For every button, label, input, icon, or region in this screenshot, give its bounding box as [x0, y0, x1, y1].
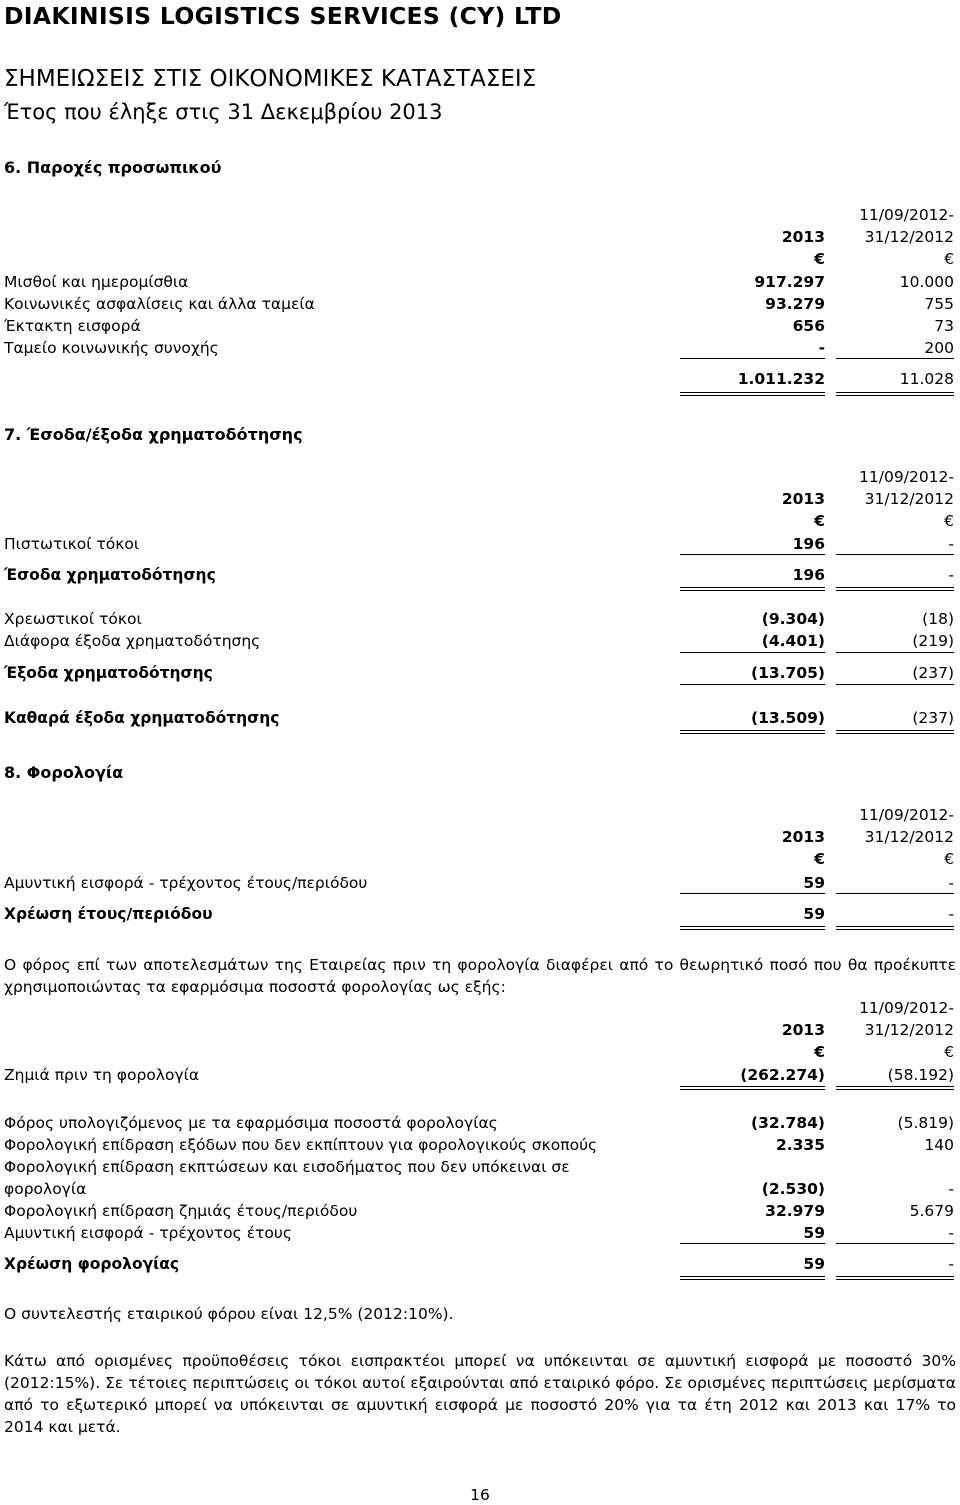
tax-intro-paragraph: Ο φόρος επί των αποτελεσμάτων της Εταιρείας πριν τη φορολογία διαφέρει από το θεωρητικό ποσό που θα προέκυπτε χρησιμοποιώντας τα εφαρμόσιμα ποσοστά φορολογίας ως εξής: — [4, 956, 956, 996]
document-subtitle: Έτος που έληξε στις 31 Δεκεμβρίου 2013 — [4, 100, 443, 124]
double-underline — [680, 392, 825, 396]
row-label: Μισθοί και ημερομίσθια — [4, 273, 189, 291]
recon-col-header-2 — [0, 1021, 960, 1043]
value-2012: 73 — [934, 317, 954, 335]
value-2012: - — [948, 1224, 954, 1242]
subtotal-row — [0, 664, 960, 686]
row-label: Φόρος υπολογιζόμενος με τα εφαρμόσιμα ποσοστά φορολογίας — [4, 1114, 498, 1132]
value-2013: 59 — [803, 1255, 825, 1273]
table-row — [0, 1136, 960, 1158]
underline — [836, 893, 954, 894]
underline — [836, 652, 954, 653]
double-underline — [680, 1086, 825, 1090]
row-label: Κοινωνικές ασφαλίσεις και άλλα ταμεία — [4, 295, 315, 313]
double-underline — [836, 926, 954, 930]
tax-rate-paragraph: Ο συντελεστής εταιρικού φόρου είναι 12,5% (2012:10%). — [4, 1305, 454, 1323]
value-2013: (32.784) — [751, 1114, 825, 1132]
note8-col-currency — [0, 850, 960, 872]
value-2013: 196 — [792, 535, 825, 553]
document-title: ΣΗΜΕΙΩΣΕΙΣ ΣΤΙΣ ΟΙΚΟΝΟΜΙΚΕΣ ΚΑΤΑΣΤΑΣΕΙΣ — [4, 66, 537, 92]
row-label: Έσοδα χρηματοδότησης — [4, 566, 216, 584]
col2-period-line1: 11/09/2012- — [859, 806, 954, 824]
value-2012: 140 — [924, 1136, 954, 1154]
underline — [680, 652, 825, 653]
total-row — [0, 370, 960, 392]
row-label: Χρεωστικοί τόκοι — [4, 610, 142, 628]
row-label-continued: φορολογία — [4, 1180, 87, 1198]
value-2013: 2.335 — [775, 1136, 825, 1154]
col2-currency: € — [944, 512, 954, 530]
note6-title: 6. Παροχές προσωπικού — [4, 158, 222, 177]
double-underline — [680, 730, 825, 734]
double-underline — [680, 926, 825, 930]
table-row — [0, 273, 960, 295]
value-2012: - — [948, 905, 954, 923]
underline — [836, 684, 954, 685]
value-2013: 93.279 — [765, 295, 825, 313]
company-name: DIAKINISIS LOGISTICS SERVICES (CY) LTD — [4, 2, 562, 30]
total-2012: 11.028 — [899, 370, 954, 388]
value-2012: 10.000 — [899, 273, 954, 291]
note6-col-currency — [0, 250, 960, 272]
total-2013: 1.011.232 — [737, 370, 825, 388]
value-2012: - — [948, 1180, 954, 1198]
value-2012: 755 — [924, 295, 954, 313]
value-2012: 5.679 — [909, 1202, 954, 1220]
value-2013: (9.304) — [761, 610, 825, 628]
row-label: Αμυντική εισφορά - τρέχοντος έτους — [4, 1224, 292, 1242]
value-2012: (219) — [912, 632, 954, 650]
note6-col-header-1 — [0, 206, 960, 228]
value-2013: (4.401) — [761, 632, 825, 650]
row-label: Χρέωση φορολογίας — [4, 1255, 180, 1273]
value-2013: - — [818, 339, 825, 357]
value-2013: (2.530) — [761, 1180, 825, 1198]
row-label: Ταμείο κοινωνικής συνοχής — [4, 339, 219, 357]
table-row — [0, 1180, 960, 1202]
table-row — [0, 1202, 960, 1224]
row-label: Φορολογική επίδραση εκπτώσεων και εισοδήματος που δεν υπόκειναι σε — [4, 1158, 570, 1176]
value-2013: 59 — [803, 905, 825, 923]
underline — [836, 358, 954, 359]
double-underline — [836, 392, 954, 396]
col1-year: 2013 — [781, 1021, 825, 1039]
col2-period-line1: 11/09/2012- — [859, 468, 954, 486]
col1-year: 2013 — [781, 828, 825, 846]
col2-period-line2: 31/12/2012 — [864, 828, 954, 846]
pretax-row — [0, 1066, 960, 1088]
col1-currency: € — [814, 1043, 825, 1061]
col2-period-line1: 11/09/2012- — [859, 206, 954, 224]
value-2013: (262.274) — [740, 1066, 825, 1084]
col1-currency: € — [814, 512, 825, 530]
row-label: Φορολογική επίδραση εξόδων που δεν εκπίπτουν για φορολογικούς σκοπούς — [4, 1136, 598, 1154]
col1-currency: € — [814, 250, 825, 268]
underline — [836, 554, 954, 555]
underline — [680, 684, 825, 685]
note7-col-header-1 — [0, 468, 960, 490]
col2-period-line2: 31/12/2012 — [864, 1021, 954, 1039]
col1-year: 2013 — [781, 228, 825, 246]
double-underline — [836, 730, 954, 734]
table-row — [0, 295, 960, 317]
value-2012: (18) — [922, 610, 954, 628]
value-2012: (5.819) — [897, 1114, 954, 1132]
value-2012: (237) — [912, 664, 954, 682]
row-label: Φορολογική επίδραση ζημιάς έτους/περιόδου — [4, 1202, 358, 1220]
row-label: Χρέωση έτους/περιόδου — [4, 905, 213, 923]
value-2012: - — [948, 1255, 954, 1273]
value-2013: 59 — [803, 1224, 825, 1242]
page-number: 16 — [470, 1486, 490, 1504]
col1-year: 2013 — [781, 490, 825, 508]
value-2012: (58.192) — [887, 1066, 954, 1084]
total-row — [0, 905, 960, 927]
value-2013: 917.297 — [754, 273, 825, 291]
value-2012: (237) — [912, 709, 954, 727]
value-2012: - — [948, 566, 954, 584]
value-2013: (13.509) — [751, 709, 825, 727]
subtotal-row — [0, 566, 960, 588]
value-2013: 32.979 — [765, 1202, 825, 1220]
underline — [680, 1243, 825, 1244]
total-row — [0, 1255, 960, 1277]
note7-title: 7. Έσοδα/έξοδα χρηματοδότησης — [4, 425, 303, 444]
note8-title: 8. Φορολογία — [4, 763, 124, 782]
value-2013: 59 — [803, 874, 825, 892]
double-underline — [836, 1086, 954, 1090]
value-2013: (13.705) — [751, 664, 825, 682]
double-underline — [680, 587, 825, 591]
underline — [680, 358, 825, 359]
col2-currency: € — [944, 1043, 954, 1061]
row-label: Καθαρά έξοδα χρηματοδότησης — [4, 709, 280, 727]
table-row — [0, 317, 960, 339]
note6-col-header-2 — [0, 228, 960, 250]
row-label: Πιστωτικοί τόκοι — [4, 535, 140, 553]
col2-currency: € — [944, 250, 954, 268]
col2-currency: € — [944, 850, 954, 868]
value-2012: - — [948, 874, 954, 892]
note7-col-header-2 — [0, 490, 960, 512]
note8-col-header-1 — [0, 806, 960, 828]
table-row — [0, 1114, 960, 1136]
row-label: Ζημιά πριν τη φορολογία — [4, 1066, 200, 1084]
table-row — [0, 632, 960, 654]
value-2012: - — [948, 535, 954, 553]
note7-col-currency — [0, 512, 960, 534]
double-underline — [836, 1276, 954, 1280]
recon-col-header-1 — [0, 999, 960, 1021]
underline — [680, 893, 825, 894]
total-row — [0, 709, 960, 731]
recon-col-currency — [0, 1043, 960, 1065]
col2-period-line1: 11/09/2012- — [859, 999, 954, 1017]
value-2013: 656 — [792, 317, 825, 335]
underline — [836, 1243, 954, 1244]
row-label: Έξοδα χρηματοδότησης — [4, 664, 213, 682]
table-row — [0, 1158, 960, 1180]
table-row — [0, 610, 960, 632]
underline — [680, 554, 825, 555]
defence-contribution-paragraph: Κάτω από ορισμένες προϋποθέσεις τόκοι εισπρακτέοι μπορεί να υπόκεινται σε αμυντική εισφορά με ποσοστό 30% (2012:15%). Σε τέτοιες περιπτώσεις οι τόκοι αυτοί εξαιρούνται από εταιρικό φόρο. Σε ορισμένες περιπτώσεις μερίσματα από το εξωτερικό μπορεί να υπόκεινται σε αμυντική εισφορά με ποσοστό 20% για τα έτη 2012 και 2013 και 17% το 2014 και μετά. — [4, 1352, 956, 1436]
row-label: Αμυντική εισφορά - τρέχοντος έτους/περιόδου — [4, 874, 368, 892]
col2-period-line2: 31/12/2012 — [864, 490, 954, 508]
col2-period-line2: 31/12/2012 — [864, 228, 954, 246]
double-underline — [836, 587, 954, 591]
note8-col-header-2 — [0, 828, 960, 850]
double-underline — [680, 1276, 825, 1280]
row-label: Διάφορα έξοδα χρηματοδότησης — [4, 632, 261, 650]
value-2013: 196 — [792, 566, 825, 584]
row-label: Έκτακτη εισφορά — [4, 317, 141, 335]
col1-currency: € — [814, 850, 825, 868]
value-2012: 200 — [924, 339, 954, 357]
